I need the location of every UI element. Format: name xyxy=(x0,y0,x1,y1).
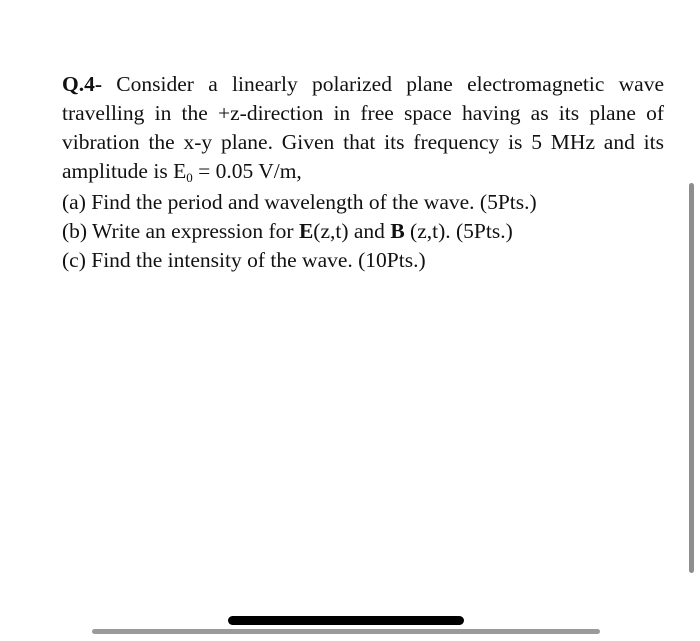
field-b-symbol: B xyxy=(390,219,405,243)
part-b-args-b: (z,t). (5Pts.) xyxy=(404,219,513,243)
question-stem xyxy=(62,70,664,186)
part-b-args-e: (z,t) and xyxy=(313,219,391,243)
part-a: (a) Find the period and wavelength of the wave. (5Pts.) xyxy=(62,190,537,214)
part-c: (c) Find the intensity of the wave. (10Pts.) xyxy=(62,248,426,272)
field-e-symbol: E xyxy=(298,219,314,243)
stem-text-2: = 0.05 V/m, xyxy=(192,159,302,183)
part-b xyxy=(62,217,664,246)
stem-text-1: Consider a linearly polarized plane electromagnetic wave travelling in the +z-direction in free space having as its plane of vibration the x-y plane. Given that its frequency is 5 MHz and its amplitude is E xyxy=(62,72,664,183)
part-b-prefix: (b) Write an expression for xyxy=(62,219,299,243)
bottom-scroll-track[interactable] xyxy=(92,629,600,634)
vertical-scrollbar[interactable] xyxy=(689,183,694,573)
stem-subscript: 0 xyxy=(186,170,193,185)
question-label: Q.4- xyxy=(62,72,103,96)
question-block xyxy=(62,70,664,275)
home-indicator[interactable] xyxy=(228,616,464,625)
question-parts xyxy=(62,188,664,275)
